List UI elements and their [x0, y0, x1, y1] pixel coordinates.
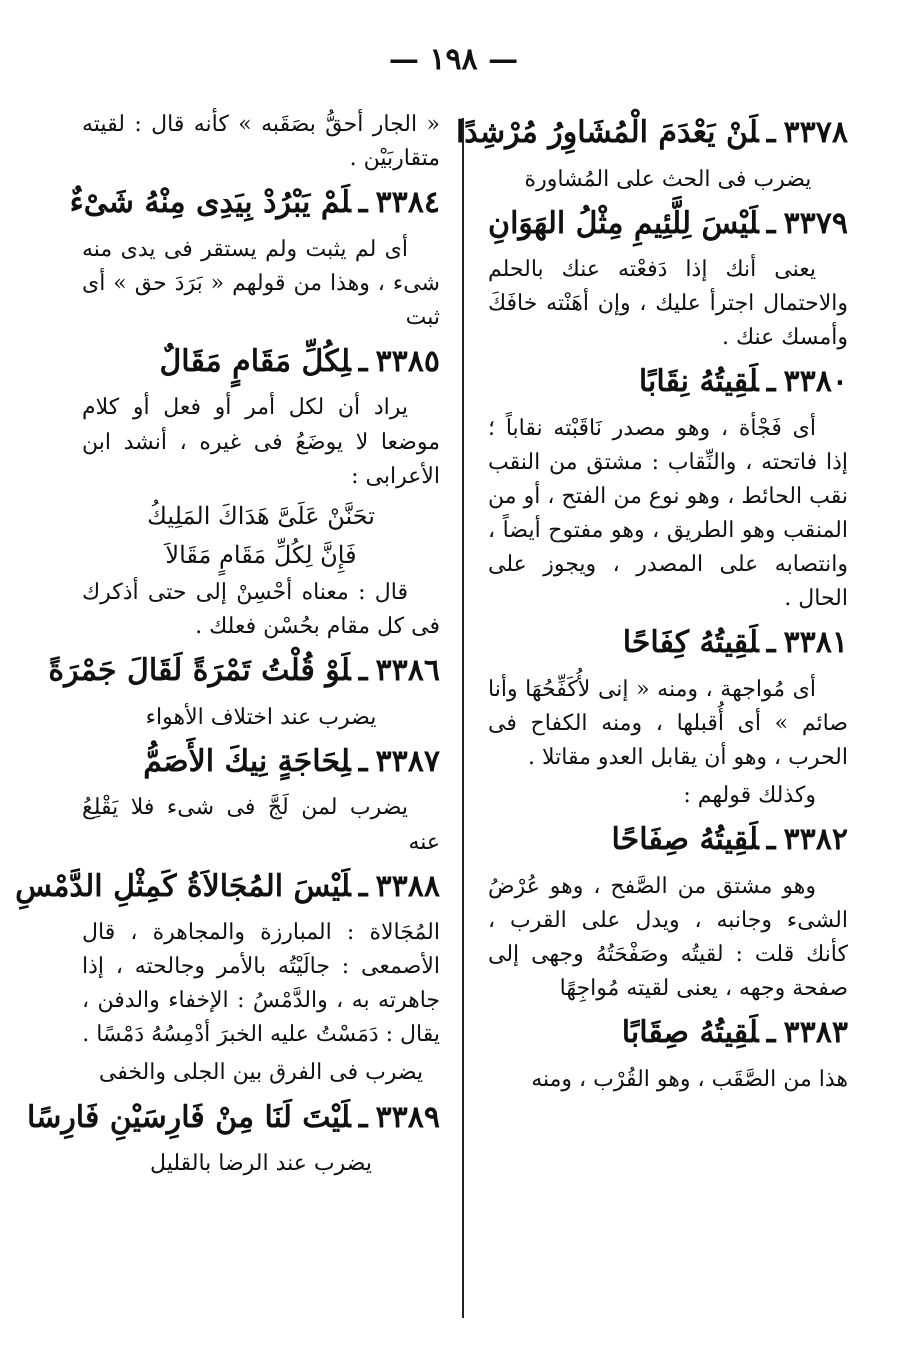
entry-separator: ـ — [766, 205, 776, 241]
entry-number: ٣٣٨٣ — [783, 1015, 848, 1051]
proverb-text: لَيْتَ لَنَا مِنْ فَارِسَيْنِ فَارِسًا — [27, 1099, 351, 1135]
entry-number: ٣٣٨٥ — [375, 343, 440, 379]
entry-explanation: يضرب فى الحث على المُشاورة — [524, 166, 812, 192]
entry-heading-3387 — [82, 739, 440, 786]
entry-heading-3382 — [488, 817, 848, 864]
entry-number: ٣٣٧٩ — [783, 205, 848, 241]
entry-explanation: أى فَجْأة ، وهو مصدر نَاقَبْته نقاباً ؛ إذا فاتحته ، والنِّقاب : مشتق من النقب نقب الحائط ، وهو نوع من الفتح ، أو من المنقب وهو الطريق ، وهو مفتوح أيضاً ، وانتصابه على المصدر ، ويجوز على الحال . — [488, 415, 848, 612]
entry-number: ٣٣٨٧ — [375, 743, 440, 779]
entry-number: ٣٣٨٨ — [375, 868, 440, 904]
entry-explanation-continued: « الجار أحقُّ بصَقَبه » كأنه قال : لقيته متقاربَيْن . — [82, 112, 440, 172]
entry-separator: ـ — [766, 115, 776, 150]
poem-line: تحَنَّنْ عَلَىَّ هَدَاكَ المَلِيكُ — [147, 501, 375, 530]
entry-heading-3384 — [69, 180, 440, 227]
entry-separator: ـ — [358, 868, 368, 904]
proverb-text: لَقِيتُهُ صِفَاحًا — [611, 822, 759, 858]
entry-heading-3381 — [488, 620, 848, 667]
entry-explanation: يضرب عند الرضا بالقليل — [150, 1151, 372, 1177]
entry-explanation: يعنى أنك إذا دَفعْته عنك بالحلم والاحتمال اجترأ عليك ، وإن أهَنْته خافَكَ وأمسك عنك . — [488, 257, 848, 351]
entry-explanation: قال : معناه أحْسِنْ إلى حتى أذكرك فى كل مقام بحُسْن فعلك . — [82, 580, 440, 640]
entry-number: ٣٣٨٢ — [783, 822, 848, 858]
entry-separator: ـ — [358, 343, 368, 379]
proverb-text: لَنْ يَعْدَمَ الْمُشَاوِرُ مُرْشِدًا — [455, 115, 759, 150]
entry-number: ٣٣٧٨ — [783, 115, 848, 150]
column-divider — [462, 118, 464, 1318]
right-column — [455, 108, 848, 1101]
proverb-text: لَوْ قُلْتُ تَمْرَةً لَقَالَ جَمْرَةً — [48, 653, 351, 689]
entry-explanation: أى مُواجهة ، ومنه « إنى لأُكَفِّحُهَا وأنا صائم » أى أُقبلها ، ومنه الكفاح فى الحرب ، وهو أن يقابل العدو مقاتلا . — [488, 676, 848, 771]
entry-explanation: يراد أن لكل أمر أو فعل أو كلام موضعا لا يوضَعُ فى غيره ، أنشد ابن الأعرابى : — [82, 395, 440, 489]
proverb-text: لِكُلِّ مَقَامٍ مَقَالٌ — [159, 343, 351, 379]
entry-number: ٣٣٨٩ — [375, 1099, 440, 1135]
entry-heading-3379 — [488, 201, 848, 248]
entry-explanation: وهو مشتق من الصَّفح ، وهو عُرْضُ الشىء وجانبه ، ويدل على القرب ، كأنك قلت : لقيتُه وصَفْحَتُهُ وجهى إلى صفحة وجهه ، يعنى لقيته مُواجِهًا — [488, 873, 848, 1002]
entry-separator: ـ — [358, 743, 368, 779]
entry-separator: ـ — [766, 822, 776, 858]
entry-separator: ـ — [358, 653, 368, 689]
entry-explanation: المُجَالاة : المبارزة والمجاهرة ، قال الأصمعى : جالَيْتُه بالأمر وجالحته ، إذا جاهرته به ، والدَّمْسُ : الإخفاء والدفن ، يقال : دَمَسْتُ عليه الخبرَ أدْمِسُهُ دَمْسًا . — [82, 920, 440, 1048]
entry-separator: ـ — [766, 364, 776, 400]
page-number: — ١٩٨ — — [388, 42, 519, 77]
entry-heading-3380 — [488, 359, 848, 406]
entry-heading-3389 — [27, 1095, 440, 1142]
entry-separator: ـ — [766, 1015, 776, 1051]
proverb-text: لِحَاجَةٍ نِيكَ الأَصَمُّ — [143, 743, 351, 779]
proverb-text: لَقِيتُهُ صِقَابًا — [621, 1015, 759, 1051]
entry-separator: ـ — [358, 185, 368, 221]
proverb-text: لَيْسَ المُجَالاَةُ كَمِثْلِ الدَّمْسِ — [15, 868, 351, 904]
entry-number: ٣٣٨٠ — [783, 364, 848, 400]
entry-number: ٣٣٨٤ — [375, 185, 440, 221]
proverb-text: لَقِيتُهُ نِقَابًا — [638, 364, 759, 400]
proverb-text: لَيْسَ لِلَّئِيمِ مِثْلُ الهَوَانِ — [488, 205, 759, 241]
entry-separator: ـ — [766, 625, 776, 661]
proverb-text: لَقِيتُهُ كِفَاحًا — [622, 625, 759, 661]
entry-explanation: هذا من الصَّقَب ، وهو القُرْب ، ومنه — [531, 1066, 848, 1092]
left-column — [15, 108, 440, 1185]
entry-explanation: أى لم يثبت ولم يستقر فى يدى منه شىء ، وهذا من قولهم « بَرَدَ حق » أى ثبت — [82, 236, 440, 330]
entry-heading-3385 — [82, 339, 440, 386]
proverb-text: لَمْ يَبْرُدْ بِيَدِى مِنْهُ شَىْءٌ — [69, 185, 351, 221]
entry-explanation: وكذلك قولهم : — [683, 783, 816, 809]
entry-explanation: يضرب فى الفرق بين الجلى والخفى — [98, 1060, 424, 1086]
entry-heading-3388 — [15, 864, 440, 911]
entry-explanation: يضرب عند اختلاف الأهواء — [145, 704, 377, 730]
entry-separator: ـ — [358, 1099, 368, 1135]
entry-heading-3386 — [48, 648, 440, 695]
entry-explanation: يضرب لمن لَجَّ فى شىء فلا يَقْلِعُ عنه — [82, 795, 440, 855]
entry-heading-3378 — [455, 110, 848, 157]
entry-number: ٣٣٨١ — [783, 625, 848, 661]
poem-line: فَإِنَّ لِكُلِّ مَقَامٍ مَقَالاَ — [165, 540, 357, 569]
entry-number: ٣٣٨٦ — [375, 653, 440, 689]
entry-heading-3383 — [488, 1010, 848, 1057]
